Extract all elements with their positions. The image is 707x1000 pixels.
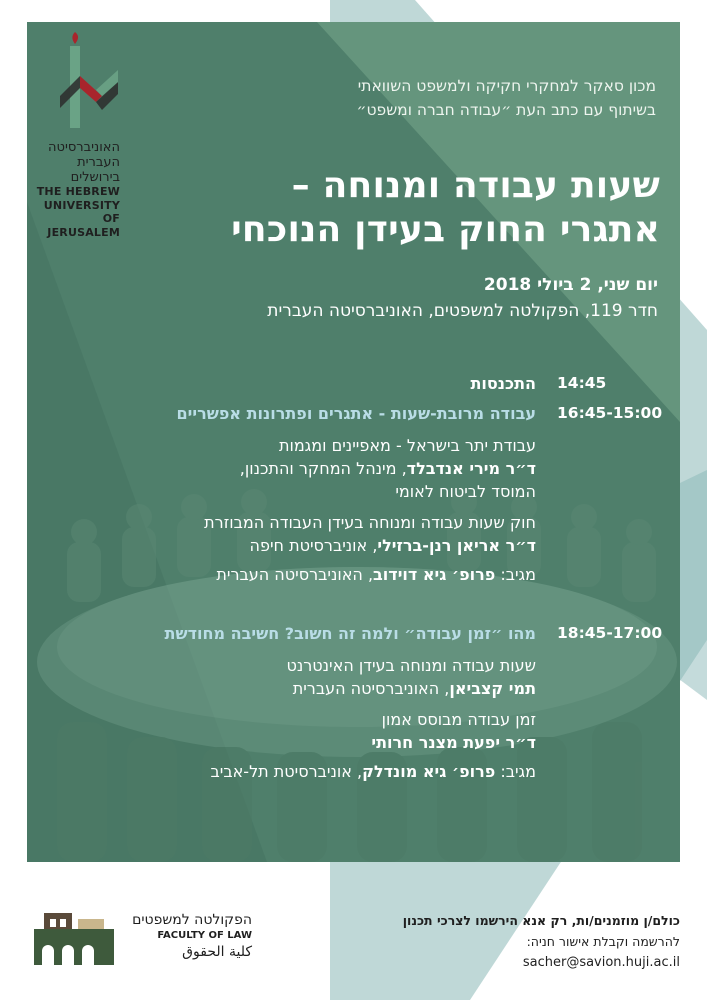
faculty-wordmark	[122, 912, 252, 961]
session-2-respondent	[56, 760, 536, 783]
respondent-name: פרופ׳ גיא מונדלק	[362, 762, 496, 781]
talk-title: עבודת יתר בישראל - מאפיינים ומגמות	[278, 436, 536, 455]
event-venue: חדר 119, הפקולטה למשפטים, האוניברסיטה העברית	[267, 301, 658, 321]
huji-name-he-1: האוניברסיטה	[48, 140, 120, 155]
huji-name-en-1: THE HEBREW	[36, 185, 120, 198]
institute-line-2: בשיתוף עם כתב העת ״עבודה חברה ומשפט״	[356, 101, 656, 119]
speaker-affiliation-2: המוסד לביטוח לאומי	[395, 482, 536, 501]
session-1-respondent	[56, 563, 536, 586]
contact-info	[380, 910, 680, 973]
respondent-name: פרופ׳ גיא דוידוב	[373, 565, 496, 584]
session-title: מהו ״זמן עבודה״ ולמה זה חשוב? חשיבה מחודשת	[164, 624, 536, 643]
institute-header	[196, 74, 656, 122]
session-1-talk-2	[56, 511, 536, 557]
session-1-talk-1	[56, 434, 536, 503]
invitation-note: כולם/ן מוזמנים/ות, רק אנא הירשמו לצרכי תכנון	[402, 913, 680, 928]
talk-title: שעות עבודה ומנוחה בעידן האינטרנט	[286, 656, 536, 675]
event-date: יום שני, 2 ביולי 2018	[483, 275, 658, 295]
huji-name-he-2: העברית	[77, 155, 120, 170]
speaker-affiliation: , אוניברסיטת חיפה	[249, 536, 378, 555]
respondent-affiliation: , האוניברסיטה העברית	[216, 565, 374, 584]
talk-title: זמן עבודה מבוסס אמון	[381, 710, 536, 729]
faculty-name-en: FACULTY OF LAW	[157, 930, 252, 941]
registration-note: להרשמה וקבלת אישור חניה:	[526, 934, 680, 949]
huji-name-en-3: OF JERUSALEM	[47, 212, 120, 239]
talk-speaker-line	[56, 731, 536, 754]
faculty-name-ar: كلية الحقوق	[182, 944, 252, 960]
event-panel	[27, 22, 680, 862]
institute-line-1: מכון סאקר למחקרי חקיקה ולמשפט השוואתי	[357, 77, 656, 95]
huji-name-en-2: UNIVERSITY	[43, 198, 120, 212]
speaker-name: ד״ר יפעת מצנר חרותי	[371, 733, 536, 752]
title-line-2: אתגרי החוק בעידן הנוכחי	[231, 209, 660, 250]
session-title: עבודה מרובת-שעות - אתגרים ופתרונות אפשריים	[176, 404, 536, 423]
speaker-affiliation: , מינהל המחקר והתכנון,	[239, 459, 407, 478]
talk-speaker-line	[56, 457, 536, 480]
huji-logo-icon	[56, 30, 122, 130]
program-item-title: התכנסות	[470, 374, 536, 393]
session-2-talk-1	[56, 654, 536, 700]
event-title	[100, 164, 660, 252]
title-line-1: שעות עבודה ומנוחה –	[291, 165, 660, 206]
faculty-name-he: הפקולטה למשפטים	[132, 912, 252, 928]
program-time: 14:45	[557, 374, 607, 392]
speaker-name: ד״ר אריאן רנן-ברזילי	[377, 536, 536, 555]
speaker-name: תמי קצביאן	[449, 679, 536, 698]
respondent-label: מגיב:	[495, 565, 536, 584]
speaker-affiliation: , האוניברסיטה העברית	[292, 679, 450, 698]
respondent-label: מגיב:	[495, 762, 536, 781]
huji-name-he-3: בירושלים	[70, 170, 120, 185]
talk-speaker-line	[56, 677, 536, 700]
speaker-name: ד״ר מירי אנדבלד	[406, 459, 536, 478]
talk-title: חוק שעות עבודה ומנוחה בעידן העבודה המבוזרת	[204, 513, 536, 532]
talk-speaker-line	[56, 534, 536, 557]
contact-email[interactable]: sacher@savion.huji.ac.il	[522, 955, 680, 970]
program-time: 16:45-15:00	[557, 404, 663, 422]
program-time: 18:45-17:00	[557, 624, 663, 642]
respondent-affiliation: , אוניברסיטת תל-אביב	[210, 762, 363, 781]
session-2-talk-2	[56, 708, 536, 754]
huji-wordmark	[34, 140, 120, 239]
faculty-of-law-logo-icon	[34, 907, 114, 965]
